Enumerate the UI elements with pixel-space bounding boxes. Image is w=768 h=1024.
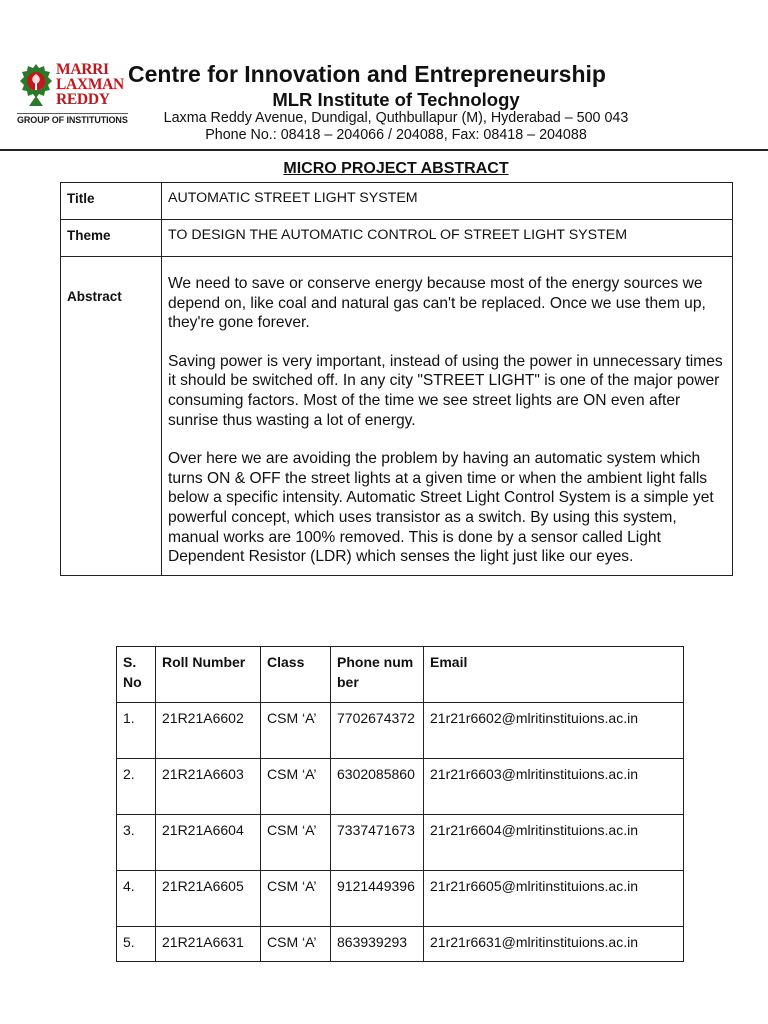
header-email: Email [424, 647, 684, 703]
cell-email: 21r21r6602@mlritinstituions.ac.in [424, 703, 684, 759]
table-row [117, 927, 684, 962]
cell-sno: 5. [117, 927, 156, 962]
header-roll: Roll Number [156, 647, 261, 703]
header-phone: Phone number [331, 647, 424, 703]
theme-value: TO DESIGN THE AUTOMATIC CONTROL OF STREET LIGHT SYSTEM [162, 220, 733, 257]
abstract-value [162, 257, 733, 576]
letterhead [0, 0, 768, 150]
cell-email: 21r21r6605@mlritinstituions.ac.in [424, 871, 684, 927]
cell-class: CSM ‘A’ [261, 927, 331, 962]
table-row [117, 703, 684, 759]
cell-email: 21r21r6604@mlritinstituions.ac.in [424, 815, 684, 871]
cell-email: 21r21r6631@mlritinstituions.ac.in [424, 927, 684, 962]
cell-class: CSM ‘A’ [261, 871, 331, 927]
table-row [117, 815, 684, 871]
cell-phone: 9121449396 [331, 871, 424, 927]
title-label: Title [61, 183, 162, 220]
theme-label: Theme [61, 220, 162, 257]
cell-roll: 21R21A6605 [156, 871, 261, 927]
abstract-paragraph: We need to save or conserve energy because most of the energy sources we depend on, like coal and natural gas can't be replaced. Once we use them up, they're gone forever. [168, 275, 706, 332]
cell-class: CSM ‘A’ [261, 759, 331, 815]
header-class: Class [261, 647, 331, 703]
cell-roll: 21R21A6631 [156, 927, 261, 962]
cell-class: CSM ‘A’ [261, 703, 331, 759]
centre-title: Centre for Innovation and Entrepreneurship [128, 61, 606, 87]
cell-roll: 21R21A6603 [156, 759, 261, 815]
cell-phone: 7702674372 [331, 703, 424, 759]
theme-row [61, 220, 733, 257]
title-row [61, 183, 733, 220]
abstract-paragraph: Saving power is very important, instead of using the power in unnecessary times it should be switched off. In any city "STREET LIGHT" is one of the major power consuming factors. Most of the time we see street lights are ON even after sunrise thus wasting a lot of energy. [168, 352, 723, 429]
abstract-paragraph: Over here we are avoiding the problem by having an automatic system which turns ON & OFF the street lights at a given time or when the ambient light falls below a specific intensity. Automatic Street Light Control System is a simple yet powerful concept, which uses transistor as a switch. By using this system, manual works are 100% removed. This is done by a sensor called Light Dependent Resistor (LDR) which senses the light just like our eyes. [168, 450, 714, 566]
cell-email: 21r21r6603@mlritinstituions.ac.in [424, 759, 684, 815]
cell-phone: 863939293 [331, 927, 424, 962]
cell-roll: 21R21A6602 [156, 703, 261, 759]
cell-phone: 6302085860 [331, 759, 424, 815]
institute-name: MLR Institute of Technology [272, 89, 520, 110]
cell-roll: 21R21A6604 [156, 815, 261, 871]
document-heading: MICRO PROJECT ABSTRACT [283, 160, 509, 177]
table-header-row [117, 647, 684, 703]
logo-group-label: GROUP OF INSTITUTIONS [17, 115, 128, 125]
table-row [117, 871, 684, 927]
cell-sno: 4. [117, 871, 156, 927]
cell-sno: 3. [117, 815, 156, 871]
logo-wordmark: MARRI LAXMAN REDDY [56, 61, 124, 108]
institute-address: Laxma Reddy Avenue, Dundigal, Quthbullapur (M), Hyderabad – 500 043 [163, 110, 629, 126]
cell-sno: 2. [117, 759, 156, 815]
project-details-table [60, 182, 733, 576]
header-sno: S. No [117, 647, 156, 703]
table-row [117, 759, 684, 815]
title-value: AUTOMATIC STREET LIGHT SYSTEM [162, 183, 733, 220]
cell-class: CSM ‘A’ [261, 815, 331, 871]
cell-sno: 1. [117, 703, 156, 759]
header-divider [0, 149, 768, 151]
team-members-table [116, 646, 684, 962]
abstract-row [61, 257, 733, 576]
institute-phone: Phone No.: 08418 – 204066 / 204088, Fax: 08418 – 204088 [205, 127, 587, 143]
abstract-label: Abstract [61, 257, 162, 576]
cell-phone: 7337471673 [331, 815, 424, 871]
